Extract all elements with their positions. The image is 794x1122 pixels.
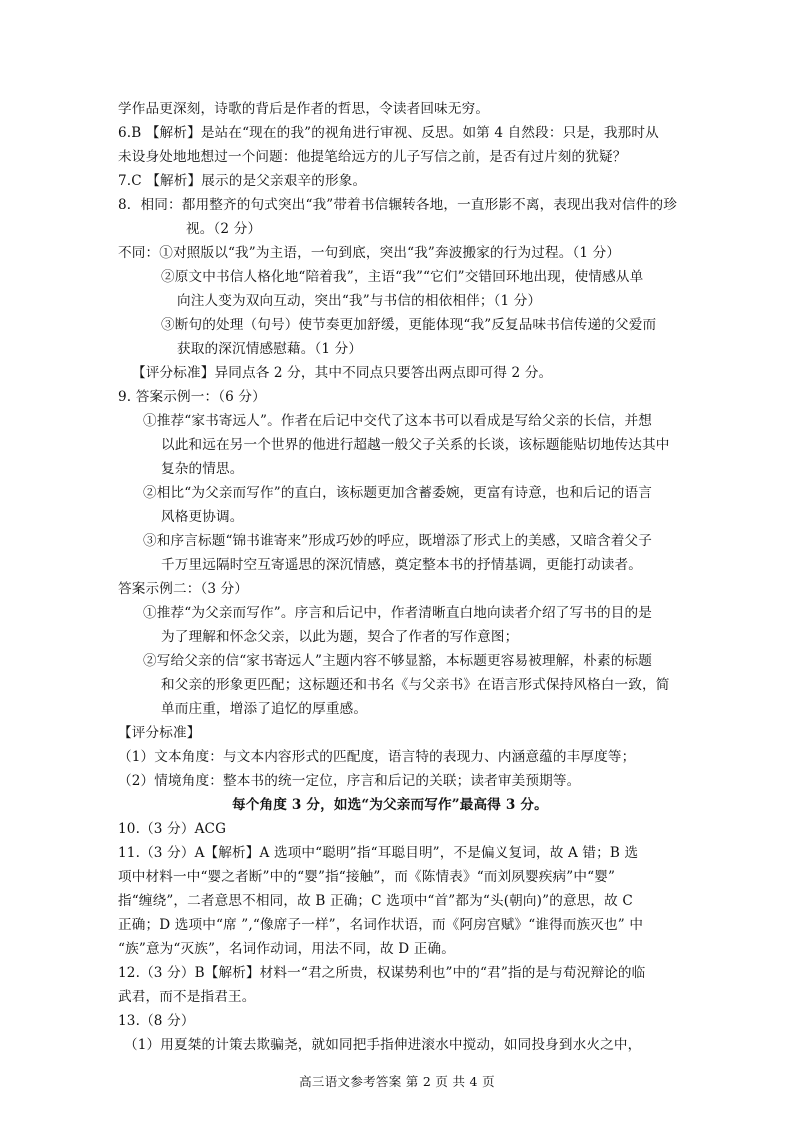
scoring-note-bold: 每个角度 3 分，如选“为父亲而写作”最高得 3 分。 <box>232 797 548 813</box>
text-line: 未设身处地地想过一个问题：他提笔给远方的儿子写信之前，是否有过片刻的犹疑？ <box>118 149 627 165</box>
text-line: （1）用夏桀的计策去欺骗尧，就如同把手指伸进滚水中搅动，如同投身到水火之中， <box>124 1037 642 1053</box>
text-line: ③断句的处理（句号）使节奏更加舒缓，更能体现“我”反复品味书信传递的父爱而 <box>161 317 657 333</box>
text-line: 10.（3 分）ACG <box>118 821 227 837</box>
text-line: 8．相同：都用整齐的句式突出“我”带着书信辗转各地，一直形影不离，表现出我对信件的珍 <box>118 197 678 213</box>
text-line: 学作品更深刻，诗歌的背后是作者的哲思，令读者回味无穷。 <box>118 101 490 117</box>
text-line: 答案示例二：（3 分） <box>118 581 249 597</box>
text-line: 获取的深沉情感慰藉。（1 分） <box>177 341 363 357</box>
text-line: 为了理解和怀念父亲，以此为题，契合了作者的写作意图； <box>161 629 519 645</box>
text-line: ②相比“为父亲而写作”的直白，该标题更加含蓄委婉，更富有诗意，也和后记的语言 <box>143 485 652 501</box>
text-line: 向注人变为双向互动，突出“我”与书信的相依相伴；（1 分） <box>177 293 542 309</box>
text-line: 视。（2 分） <box>186 221 262 237</box>
text-line: （1）文本角度：与文本内容形式的匹配度，语言特的表现力、内涵意蕴的丰厚度等； <box>118 749 636 765</box>
text-line: 6.B 【解析】是站在“现在的我”的视角进行审视、反思。如第 4 自然段：只是，我那时从 <box>118 125 659 141</box>
page-footer: 高三语文参考答案 第 2 页 共 4 页 <box>299 1074 495 1089</box>
text-line: ①推荐“为父亲而写作”。序言和后记中，作者清晰直白地向读者介绍了写书的目的是 <box>143 605 652 621</box>
text-line: 不同：①对照版以“我”为主语，一句到底，突出“我”奔波搬家的行为过程。（1 分） <box>118 245 621 261</box>
text-line: “族”意为“灭族”，名词作动词，用法不同，故 D 正确。 <box>118 941 456 957</box>
text-line: 【评分标准】 <box>118 725 201 741</box>
text-line: ③和序言标题“锦书谁寄来”形成巧妙的呼应，既增添了形式上的美感，又暗含着父子 <box>143 533 652 549</box>
text-line: 13.（8 分） <box>118 1013 195 1029</box>
text-line: 复杂的情思。 <box>161 461 244 477</box>
text-line: 正确；D 选项中“席 ”,“像席子一样”，名词作状语，而《阿房宫赋》“谁得而族灭也” 中 <box>118 917 644 933</box>
text-line: 项中材料一中“婴之者断”中的“婴”指“接触”，而《陈情表》“而刘夙婴疾病”中“婴” <box>118 869 616 885</box>
text-line: 12.（3 分）B【解析】材料一“君之所贵，权谋势利也”中的“君”指的是与荀況辩论的临 <box>118 965 646 981</box>
text-line: ②原文中书信人格化地“陪着我”，主语“我”“它们”交错回环地出现，使情感从单 <box>161 269 644 285</box>
text-line: 以此和远在另一个世界的他进行超越一般父子关系的长谈，该标题能贴切地传达其中 <box>161 437 670 453</box>
text-line: 【评分标准】异同点各 2 分，其中不同点只要答出两点即可得 2 分。 <box>132 365 553 381</box>
text-line: ①推荐“家书寄远人”。作者在后记中交代了这本书可以看成是写给父亲的长信，并想 <box>143 413 652 429</box>
text-line: 7.C 【解析】展示的是父亲艰辛的形象。 <box>118 173 367 189</box>
text-line: 11.（3 分）A【解析】A 选项中“聪明”指“耳聪目明”，不是偏义复词，故 A 错；B 选 <box>118 845 639 861</box>
text-line: 武君，而不是指君王。 <box>118 989 256 1005</box>
text-line: （2）情境角度：整本书的统一定位，序言和后记的关联；读者审美预期等。 <box>118 773 581 789</box>
text-line: 和父亲的形象更匹配；这标题还和书名《与父亲书》在语言形式保持风格白一致，简 <box>161 677 670 693</box>
text-line: 风格更协调。 <box>161 509 244 525</box>
text-line: 单而庄重，增添了追忆的厚重感。 <box>161 701 368 717</box>
text-line: 指“缠绕”，二者意思不相同，故 B 正确；C 选项中“首”都为“头(朝向)”的意思，故 C <box>118 893 633 909</box>
text-line: 千万里远隔时空互寄遥思的深沉情感，奠定整本书的抒情基调，更能打动读者。 <box>161 557 643 573</box>
text-line: ②写给父亲的信“家书寄远人”主题内容不够显豁，本标题更容易被理解，朴素的标题 <box>143 653 652 669</box>
text-line: 9. 答案示例一：（6 分） <box>118 389 266 405</box>
